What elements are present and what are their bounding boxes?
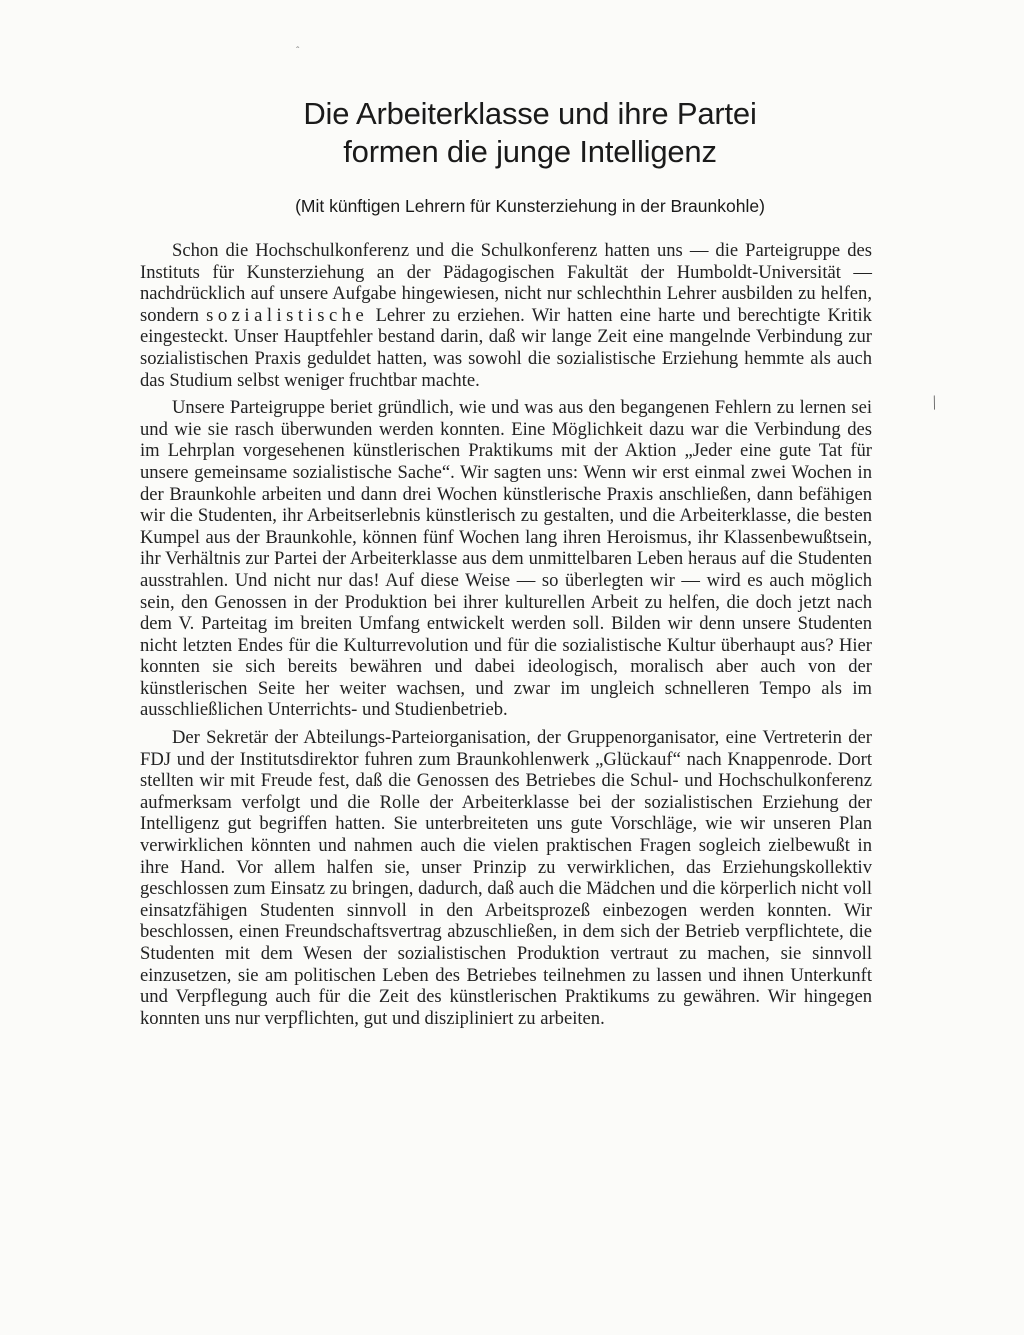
margin-mark: / [928, 391, 941, 415]
paragraph-1-text-b: Lehrer zu erziehen. Wir hatten eine harte und berechtigte Kritik eingesteckt. Unser Hauptfehler bestand darin, daß wir lange Zeit eine mangelnde Verbindung zur sozialistischen Praxis geduldet hatten, was sowohl die sozialistische Erziehung hemmte als auch das Studium selbst weniger fruchtbar machte. [140, 304, 872, 391]
title-block [200, 95, 860, 217]
paragraph-2: Unsere Parteigruppe beriet gründlich, wie und was aus den begangenen Fehlern zu lernen sei und wie sie rasch überwunden werden konnten. Eine Möglichkeit dazu war die Verbindung des im Lehrplan vorgesehenen künstlerischen Praktikums mit der Aktion „Jeder eine gute Tat für unsere gemeinsame sozialistische Sache“. Wir sagten uns: Wenn wir erst einmal zwei Wochen in der Braunkohle arbeiten und dann drei Wochen künstlerische Praxis anschließen, dann befähigen wir die Studenten, ihr Arbeitserlebnis künstlerisch zu gestalten, und die Arbeiterklasse, die besten Kumpel aus der Braunkohle, können fünf Wochen lang ihren Heroismus, ihr Klassenbewußtsein, ihr Verhältnis zur Partei der Arbeiterklasse aus dem unmittelbaren Leben heraus auf die Studenten ausstrahlen. Und nicht nur das! Auf diese Weise — so überlegten wir — wird es auch möglich sein, den Genossen in der Produktion bei ihrer kulturellen Arbeit zu helfen, die doch jetzt nach dem V. Parteitag im breiten Umfang entwickelt werden soll. Bilden wir denn unsere Studenten nicht letzten Endes für die Kulturrevolution und für die sozialistische Kultur überhaupt aus? Hier konnten sie sich bereits bewähren und dabei ideologisch, moralisch aber auch von der künstlerischen Seite her weiter wachsen, und zwar im ungleich schnelleren Tempo als im ausschließlichen Unterrichts- und Studienbetrieb. [140, 397, 872, 721]
page-title-line-1: Die Arbeiterklasse und ihre Partei [303, 96, 757, 131]
paragraph-3: Der Sekretär der Abteilungs-Parteiorganisation, der Gruppenorganisator, eine Vertreterin der FDJ und der Institutsdirektor fuhren zum Braunkohlenwerk „Glückauf“ nach Knappenrode. Dort stellten wir mit Freude fest, daß die Genossen des Betriebes die Schul- und Hochschulkonferenz aufmerksam verfolgt und die Rolle der Arbeiterklasse bei der sozialistischen Erziehung der Intelligenz gut begriffen hatten. Sie unterbreiteten uns gute Vorschläge, wie wir unseren Plan verwirklichen könnten und nahmen auch die vielen praktischen Fragen sogleich zielbewußt in ihre Hand. Vor allem halfen sie, unser Prinzip zu verwirklichen, das Erziehungskollektiv geschlossen zum Einsatz zu bringen, dadurch, daß auch die Mädchen und die körperlich nicht voll einsatzfähigen Studenten sinnvoll in den Arbeitsprozeß einbezogen werden konnten. Wir beschlossen, einen Freundschaftsvertrag abzuschließen, in dem sich der Betrieb verpflichtete, die Studenten mit dem Wesen der sozialistischen Produktion vertraut zu machen, sie sinnvoll einzusetzen, sie am politischen Leben des Betriebes teilnehmen zu lassen und ihnen Unterkunft und Verpflegung auch für die Zeit des künstlerischen Praktikums zu gewähren. Wir hingegen konnten uns nur verpflichten, gut und diszipliniert zu arbeiten. [140, 727, 872, 1029]
paragraph-1-emphasis: sozialistische [206, 304, 369, 326]
page-title-line-2: formen die junge Intelligenz [343, 134, 717, 169]
article-body [140, 240, 872, 1035]
paragraph-1 [140, 240, 872, 391]
page-subtitle: (Mit künftigen Lehrern für Kunsterziehung in der Braunkohle) [295, 196, 765, 216]
paragraph-1-text-a: Schon die Hochschulkonferenz und die Schulkonferenz hatten uns — die Parteigruppe des Instituts für Kunsterziehung an der Pädagogischen Fakultät der Humboldt-Universität — nachdrücklich auf unsere Aufgabe hingewiesen, nicht nur schlechthin Lehrer ausbilden zu helfen, sondern [140, 240, 872, 326]
page-mark: ˆ [296, 46, 300, 57]
